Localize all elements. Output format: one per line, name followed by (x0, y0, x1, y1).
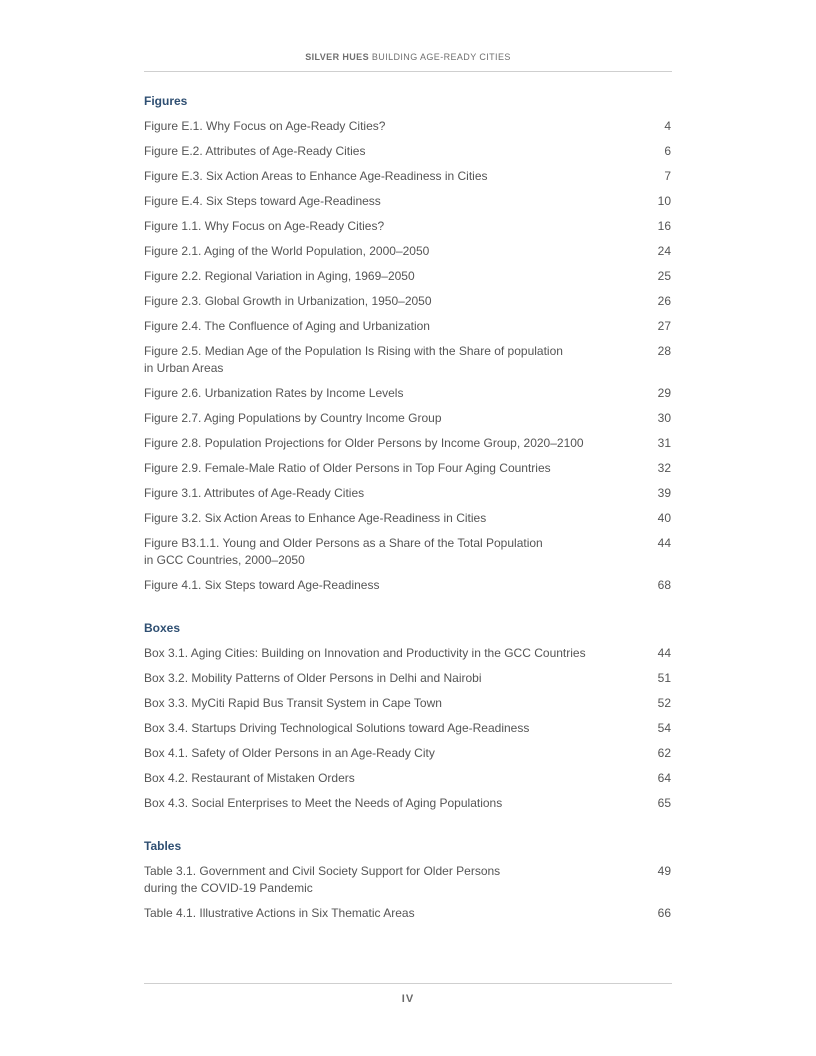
header-divider (144, 71, 672, 72)
toc-entry-page: 44 (657, 536, 671, 550)
toc-entry-title (144, 460, 551, 477)
toc-entry-title-line: Figure 4.1. Six Steps toward Age-Readiness (144, 578, 380, 592)
toc-entry-page: 49 (657, 864, 671, 878)
toc-entry-title (144, 770, 355, 787)
toc-entry-title (144, 720, 529, 737)
toc-entry-page: 27 (657, 319, 671, 333)
toc-entry-title (144, 243, 429, 260)
toc-entry (144, 510, 671, 527)
toc-entry (144, 118, 671, 135)
toc-entry-title-line: Box 3.1. Aging Cities: Building on Innovation and Productivity in the GCC Countries (144, 646, 586, 660)
toc-entry-page: 32 (657, 461, 671, 475)
toc-entry-title (144, 318, 430, 335)
toc-entry-title (144, 695, 442, 712)
toc-entry-title (144, 218, 384, 235)
toc-entry-page: 40 (657, 511, 671, 525)
toc-entry-page: 29 (657, 386, 671, 400)
toc-entry-page: 24 (657, 244, 671, 258)
toc-entry (144, 577, 671, 594)
toc-entry-title (144, 670, 482, 687)
toc-entry-title (144, 795, 502, 812)
toc-entry-title (144, 535, 543, 569)
toc-entry (144, 905, 671, 922)
toc-entry-title-line: in Urban Areas (144, 361, 224, 375)
toc-section-tables (144, 838, 671, 922)
toc-entry (144, 770, 671, 787)
toc-entry-page: 65 (657, 796, 671, 810)
toc-entry-title-line: Figure E.1. Why Focus on Age-Ready Cities? (144, 119, 386, 133)
toc-entry-page: 52 (657, 696, 671, 710)
toc-entry-page: 6 (664, 144, 671, 158)
header-brand: SILVER HUES (305, 52, 369, 62)
toc-entry-title (144, 293, 432, 310)
toc-entry-page: 28 (657, 344, 671, 358)
toc-entry-title (144, 645, 586, 662)
toc-section-boxes (144, 620, 671, 812)
toc-entry (144, 645, 671, 662)
toc-entry-page: 66 (657, 906, 671, 920)
toc-entry-page: 25 (657, 269, 671, 283)
toc-entry-title (144, 485, 364, 502)
header-subtitle: BUILDING AGE-READY CITIES (371, 52, 511, 62)
section-heading: Boxes (144, 621, 181, 635)
toc-entry-title-line: Figure B3.1.1. Young and Older Persons as a Share of the Total Population (144, 536, 543, 550)
toc-entry-title-line: Figure E.3. Six Action Areas to Enhance Age-Readiness in Cities (144, 169, 488, 183)
toc-section-figures (144, 93, 671, 594)
toc-entry (144, 168, 671, 185)
toc-entry-title-line: Figure 2.9. Female-Male Ratio of Older Persons in Top Four Aging Countries (144, 461, 551, 475)
table-of-contents (144, 93, 671, 948)
toc-entry-title-line: Figure 1.1. Why Focus on Age-Ready Cities? (144, 219, 385, 233)
toc-entry (144, 863, 671, 897)
toc-entry-title-line: Figure E.4. Six Steps toward Age-Readiness (144, 194, 381, 208)
toc-entry-title (144, 863, 500, 897)
toc-entry-title-line: Box 3.4. Startups Driving Technological Solutions toward Age-Readiness (144, 721, 530, 735)
toc-entry-title-line: Box 3.2. Mobility Patterns of Older Persons in Delhi and Nairobi (144, 671, 482, 685)
toc-entry-page: 62 (657, 746, 671, 760)
toc-entry-page: 7 (664, 169, 671, 183)
toc-entry (144, 485, 671, 502)
toc-entry-title-line: Figure 3.2. Six Action Areas to Enhance Age-Readiness in Cities (144, 511, 487, 525)
toc-entry-title-line: Figure 2.6. Urbanization Rates by Income Levels (144, 386, 404, 400)
toc-entry-page: 39 (657, 486, 671, 500)
toc-entry-title-line: Figure 2.1. Aging of the World Population, 2000–2050 (144, 244, 430, 258)
toc-entry-title (144, 168, 488, 185)
toc-entry-title (144, 510, 486, 527)
toc-entry (144, 795, 671, 812)
toc-entry-page: 64 (657, 771, 671, 785)
toc-entry-title (144, 343, 563, 377)
toc-entry-title (144, 268, 415, 285)
toc-entry (144, 720, 671, 737)
toc-entry (144, 343, 671, 377)
toc-entry-title-line: Figure 2.3. Global Growth in Urbanization, 1950–2050 (144, 294, 432, 308)
toc-entry-title (144, 385, 403, 402)
toc-entry-title (144, 410, 442, 427)
toc-entry (144, 670, 671, 687)
toc-entry-title-line: Figure 2.2. Regional Variation in Aging, 1969–2050 (144, 269, 415, 283)
toc-entry-page: 51 (657, 671, 671, 685)
toc-entry-title (144, 745, 435, 762)
toc-entry (144, 695, 671, 712)
toc-entry-title-line: Box 4.2. Restaurant of Mistaken Orders (144, 771, 355, 785)
toc-entry-title-line: Figure 2.8. Population Projections for Older Persons by Income Group, 2020–2100 (144, 436, 584, 450)
toc-entry-title (144, 118, 385, 135)
toc-entry-title-line: Figure 3.1. Attributes of Age-Ready Cities (144, 486, 365, 500)
section-heading: Figures (144, 94, 188, 108)
toc-entry-title-line: Figure 2.7. Aging Populations by Country Income Group (144, 411, 442, 425)
toc-entry-title (144, 143, 365, 160)
toc-entry-title-line: Box 4.3. Social Enterprises to Meet the Needs of Aging Populations (144, 796, 503, 810)
toc-entry-title-line: Figure E.2. Attributes of Age-Ready Cities (144, 144, 366, 158)
toc-entry-title (144, 905, 415, 922)
toc-entry (144, 535, 671, 569)
toc-entry-page: 16 (657, 219, 671, 233)
toc-entry-page: 44 (657, 646, 671, 660)
toc-entry-page: 68 (657, 578, 671, 592)
toc-entry-page: 10 (657, 194, 671, 208)
toc-entry (144, 745, 671, 762)
toc-entry-title-line: Box 4.1. Safety of Older Persons in an Age-Ready City (144, 746, 435, 760)
toc-entry-title-line: Table 3.1. Government and Civil Society Support for Older Persons (144, 864, 501, 878)
toc-entry (144, 435, 671, 452)
page-number: IV (401, 993, 415, 1005)
toc-entry (144, 460, 671, 477)
section-heading: Tables (144, 839, 182, 853)
toc-entry-title-line: Figure 2.4. The Confluence of Aging and Urbanization (144, 319, 430, 333)
toc-entry-title (144, 577, 379, 594)
running-header (144, 52, 672, 62)
toc-entry (144, 218, 671, 235)
toc-entry-title (144, 193, 381, 210)
toc-entry (144, 410, 671, 427)
toc-entry-title-line: Figure 2.5. Median Age of the Population Is Rising with the Share of population (144, 344, 563, 358)
toc-entry (144, 318, 671, 335)
toc-entry-title-line: Table 4.1. Illustrative Actions in Six Thematic Areas (144, 906, 415, 920)
toc-entry-title-line: in GCC Countries, 2000–2050 (144, 553, 305, 567)
toc-entry (144, 385, 671, 402)
toc-entry (144, 268, 671, 285)
toc-entry-page: 54 (657, 721, 671, 735)
toc-entry (144, 143, 671, 160)
toc-entry-page: 30 (657, 411, 671, 425)
toc-entry-page: 31 (657, 436, 671, 450)
toc-entry-title (144, 435, 584, 452)
footer-divider (144, 983, 672, 984)
toc-entry-title-line: during the COVID-19 Pandemic (144, 881, 313, 895)
toc-entry-page: 4 (664, 119, 671, 133)
toc-entry-page: 26 (657, 294, 671, 308)
toc-entry (144, 293, 671, 310)
toc-entry (144, 243, 671, 260)
toc-entry-title-line: Box 3.3. MyCiti Rapid Bus Transit System in Cape Town (144, 696, 442, 710)
toc-entry (144, 193, 671, 210)
